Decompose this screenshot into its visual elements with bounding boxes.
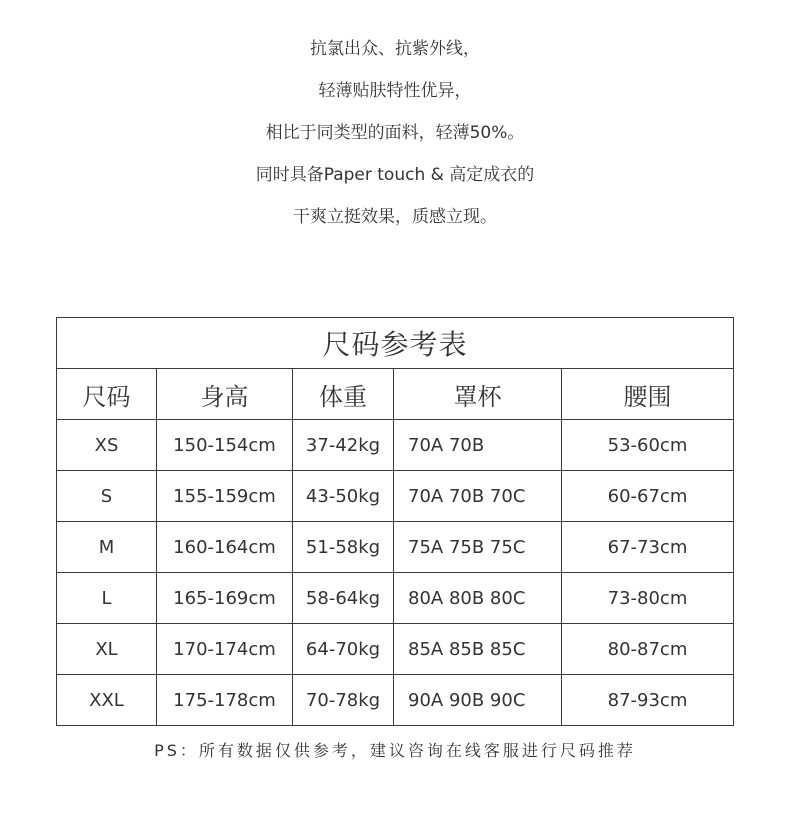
table-row bbox=[57, 675, 734, 726]
height-cell: 160-164cm bbox=[157, 522, 293, 573]
intro-line: 同时具备Paper touch & 高定成衣的 bbox=[255, 165, 535, 185]
intro-line: 轻薄贴肤特性优异， bbox=[318, 81, 472, 101]
table-row bbox=[57, 522, 734, 573]
cup-cell: 70A 70B 70C bbox=[394, 471, 562, 522]
disclaimer-note: PS：所有数据仅供参考，建议咨询在线客服进行尺码推荐 bbox=[154, 741, 636, 760]
size-cell: S bbox=[57, 471, 157, 522]
weight-cell: 43-50kg bbox=[293, 471, 394, 522]
header-weight: 体重 bbox=[293, 369, 394, 420]
weight-cell: 58-64kg bbox=[293, 573, 394, 624]
size-chart-title: 尺码参考表 bbox=[57, 318, 734, 369]
intro-line: 相比于同类型的面料，轻薄50%。 bbox=[265, 123, 525, 143]
intro-line: 干爽立挺效果，质感立现。 bbox=[293, 207, 497, 227]
header-waist: 腰围 bbox=[562, 369, 734, 420]
table-row bbox=[57, 624, 734, 675]
waist-cell: 87-93cm bbox=[562, 675, 734, 726]
cup-cell: 70A 70B bbox=[394, 420, 562, 471]
size-chart-table bbox=[56, 317, 734, 726]
weight-cell: 64-70kg bbox=[293, 624, 394, 675]
size-cell: XXL bbox=[57, 675, 157, 726]
size-cell: XS bbox=[57, 420, 157, 471]
intro-text-block bbox=[0, 28, 790, 238]
waist-cell: 73-80cm bbox=[562, 573, 734, 624]
weight-cell: 70-78kg bbox=[293, 675, 394, 726]
table-row bbox=[57, 420, 734, 471]
header-row bbox=[57, 369, 734, 420]
size-cell: XL bbox=[57, 624, 157, 675]
header-height: 身高 bbox=[157, 369, 293, 420]
cup-cell: 80A 80B 80C bbox=[394, 573, 562, 624]
header-cup: 罩杯 bbox=[394, 369, 562, 420]
weight-cell: 51-58kg bbox=[293, 522, 394, 573]
table-row bbox=[57, 573, 734, 624]
size-cell: L bbox=[57, 573, 157, 624]
height-cell: 170-174cm bbox=[157, 624, 293, 675]
table-row bbox=[57, 471, 734, 522]
waist-cell: 67-73cm bbox=[562, 522, 734, 573]
height-cell: 175-178cm bbox=[157, 675, 293, 726]
height-cell: 150-154cm bbox=[157, 420, 293, 471]
intro-line: 抗氯出众、抗紫外线， bbox=[310, 39, 480, 59]
waist-cell: 53-60cm bbox=[562, 420, 734, 471]
waist-cell: 60-67cm bbox=[562, 471, 734, 522]
size-cell: M bbox=[57, 522, 157, 573]
cup-cell: 75A 75B 75C bbox=[394, 522, 562, 573]
cup-cell: 85A 85B 85C bbox=[394, 624, 562, 675]
cup-cell: 90A 90B 90C bbox=[394, 675, 562, 726]
waist-cell: 80-87cm bbox=[562, 624, 734, 675]
height-cell: 155-159cm bbox=[157, 471, 293, 522]
weight-cell: 37-42kg bbox=[293, 420, 394, 471]
header-size: 尺码 bbox=[57, 369, 157, 420]
height-cell: 165-169cm bbox=[157, 573, 293, 624]
